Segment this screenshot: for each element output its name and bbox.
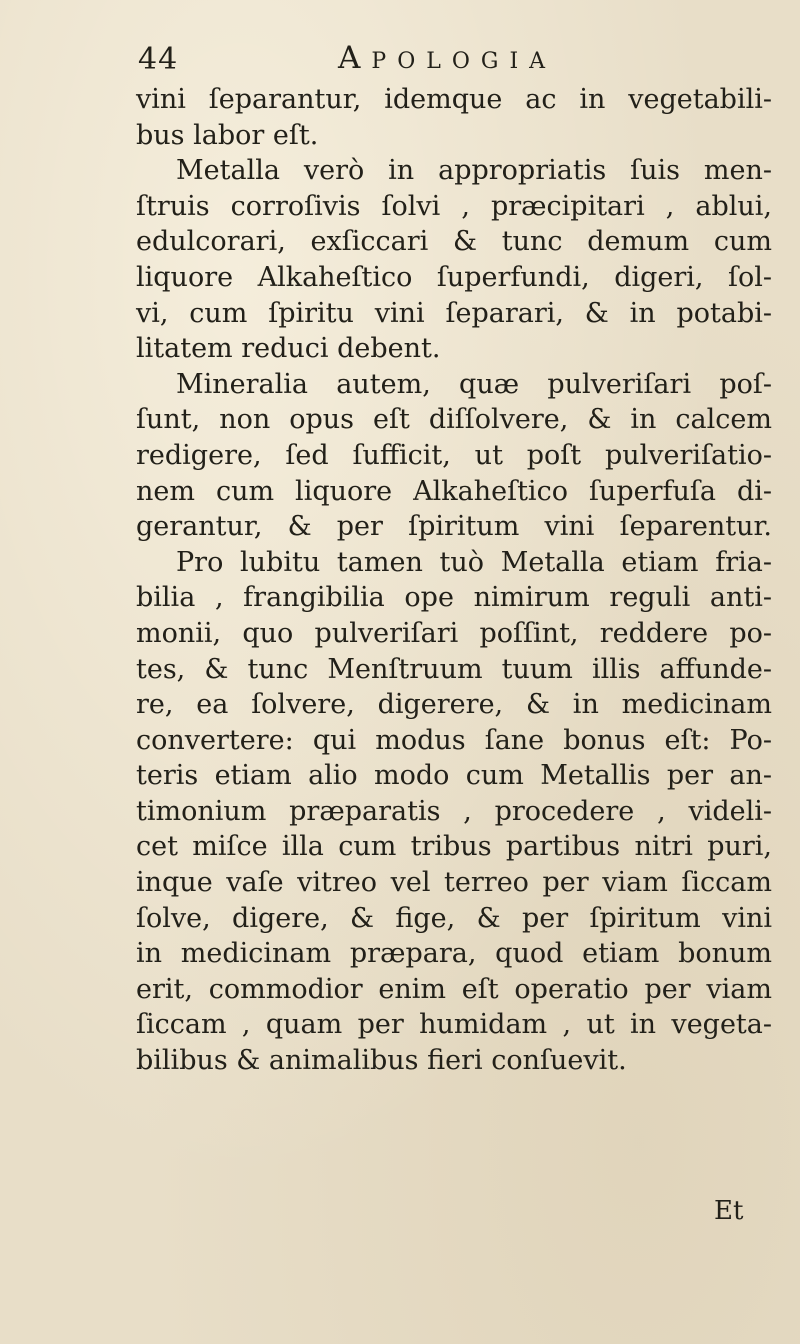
text-line: bus labor eſt. (136, 119, 319, 151)
text-line: ſtruis corroſivis ſolvi , præcipitari , ablui, (136, 190, 772, 222)
text-line: bilibus & animalibus fieri conſuevit. (136, 1045, 627, 1077)
text-line: cet miſce illa cum tribus partibus nitri puri, (136, 831, 772, 863)
text-line: Mineralia autem, quæ pulveriſari poſ- (176, 368, 772, 400)
running-title: Apologia (338, 40, 557, 76)
page-header (138, 40, 778, 80)
catchword: Et (714, 1196, 744, 1226)
text-line: Pro lubitu tamen tuò Metalla etiam fria- (176, 546, 772, 578)
text-line: gerantur, & per ſpiritum vini ſeparentur. (136, 511, 772, 543)
text-line: Metalla verò in appropriatis ſuis men- (176, 155, 772, 187)
text-line: re, ea ſolvere, digerere, & in medicinam (136, 689, 772, 721)
text-line: in medicinam præpara, quod etiam bonum (136, 938, 772, 970)
text-line: litatem reduci debent. (136, 333, 441, 365)
text-line: nem cum liquore Alkaheſtico ſuperfuſa di- (136, 475, 772, 507)
text-line: convertere: qui modus ſane bonus eſt: Po- (136, 724, 772, 756)
text-line: inque vaſe vitreo vel terreo per viam ſiccam (136, 867, 772, 899)
text-line: monii, quo pulveriſari poſſint, reddere po- (136, 617, 772, 649)
text-line: ſunt, non opus eſt diſſolvere, & in calcem (136, 404, 772, 436)
text-line: vini ſeparantur, idemque ac in vegetabili- (136, 84, 772, 115)
body-text (136, 82, 772, 1079)
text-line: ſiccam , quam per humidam , ut in vegeta- (136, 1009, 772, 1041)
text-line: liquore Alkaheſtico ſuperfundi, digeri, ſol- (136, 261, 772, 293)
text-line: ſolve, digere, & fige, & per ſpiritum vini (136, 902, 772, 934)
text-line: redigere, ſed ſufficit, ut poſt pulveriſatio- (136, 439, 772, 471)
page-number: 44 (138, 42, 179, 77)
text-line: erit, commodior enim eſt operatio per viam (136, 973, 772, 1005)
text-line: teris etiam alio modo cum Metallis per an- (136, 760, 772, 792)
text-line: vi, cum ſpiritu vini ſeparari, & in potabi- (136, 297, 772, 329)
text-line: edulcorari, exſiccari & tunc demum cum (136, 226, 772, 258)
text-line: tes, & tunc Menſtruum tuum illis affunde- (136, 653, 772, 685)
text-line: timonium præparatis , procedere , videli- (136, 795, 772, 827)
text-line: bilia , frangibilia ope nimirum reguli anti- (136, 582, 772, 614)
